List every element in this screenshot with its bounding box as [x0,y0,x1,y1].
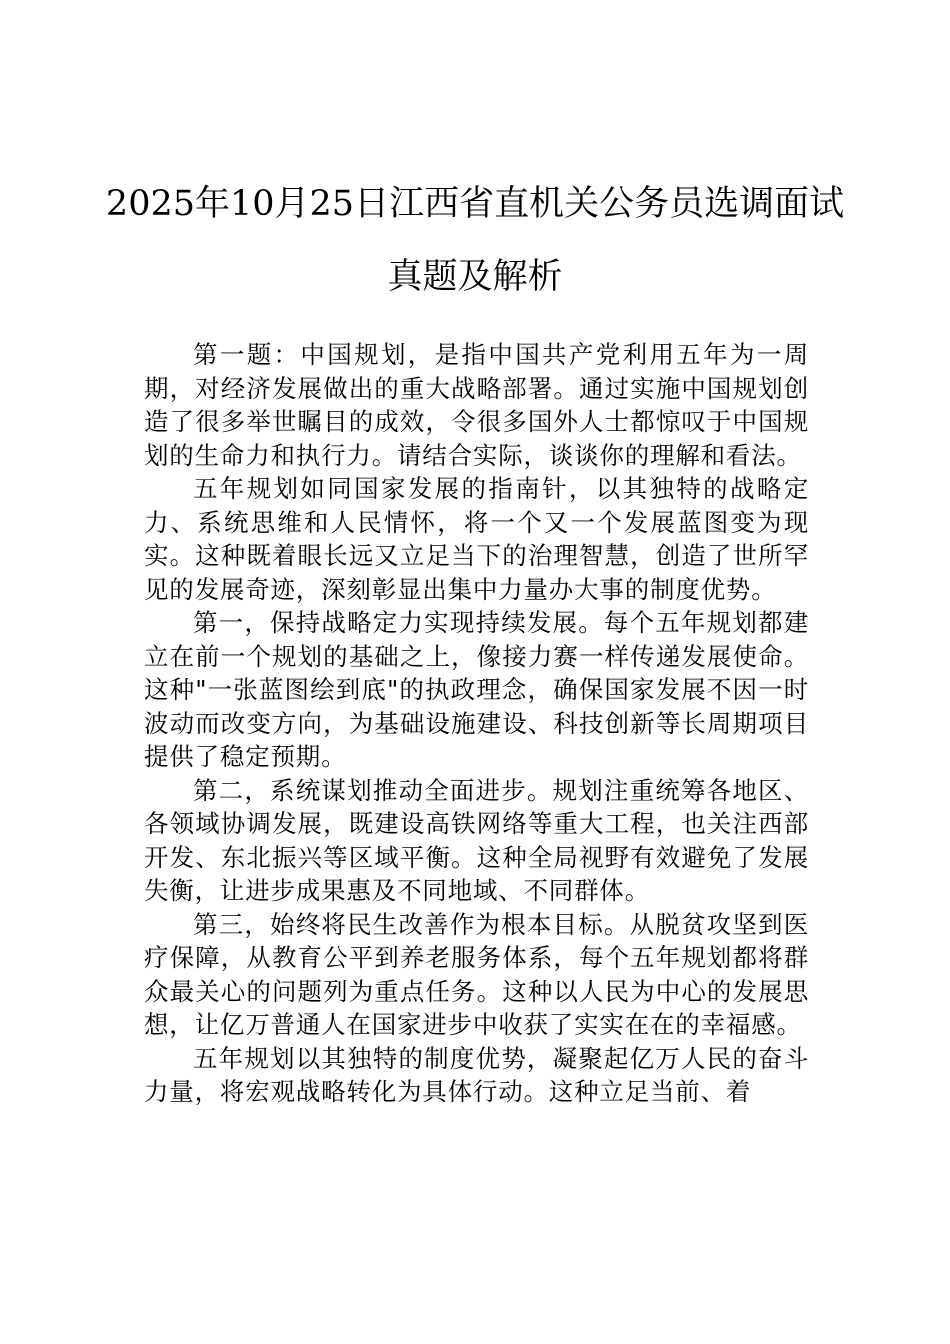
answer-point-3-paragraph: 第三，始终将民生改善作为根本目标。从脱贫攻坚到医疗保障，从教育公平到养老服务体系，每个五年规划都将群众最关心的问题列为重点任务。这种以人民为中心的发展思想，让亿万普通人在国家进步中收获了实实在在的幸福感。 [144,909,809,1039]
document-body [144,338,809,1109]
answer-point-2-paragraph: 第二，系统谋划推动全面进步。规划注重统筹各地区、各领域协调发展，既建设高铁网络等重大工程，也关注西部开发、东北振兴等区域平衡。这种全局视野有效避免了发展失衡，让进步成果惠及不同地域、不同群体。 [144,775,809,905]
question-paragraph: 第一题：中国规划，是指中国共产党利用五年为一周期，对经济发展做出的重大战略部署。通过实施中国规划创造了很多举世瞩目的成效，令很多国外人士都惊叹于中国规划的生命力和执行力。请结合实际，谈谈你的理解和看法。 [144,340,809,470]
answer-point-1-paragraph: 第一，保持战略定力实现持续发展。每个五年规划都建立在前一个规划的基础之上，像接力赛一样传递发展使命。这种"一张蓝图绘到底"的执政理念，确保国家发展不因一时波动而改变方向，为基础设施建设、科技创新等长周期项目提供了稳定预期。 [144,608,809,771]
answer-conclusion-paragraph: 五年规划以其独特的制度优势，凝聚起亿万人民的奋斗力量，将宏观战略转化为具体行动。这种立足当前、着 [144,1043,809,1106]
document-title: 2025年10月25日江西省直机关公务员选调面试真题及解析 [105,184,845,297]
answer-intro-paragraph: 五年规划如同国家发展的指南针，以其独特的战略定力、系统思维和人民情怀，将一个又一个发展蓝图变为现实。这种既着眼长远又立足当下的治理智慧，创造了世所罕见的发展奇迹，深刻彰显出集中力量办大事的制度优势。 [144,474,809,604]
